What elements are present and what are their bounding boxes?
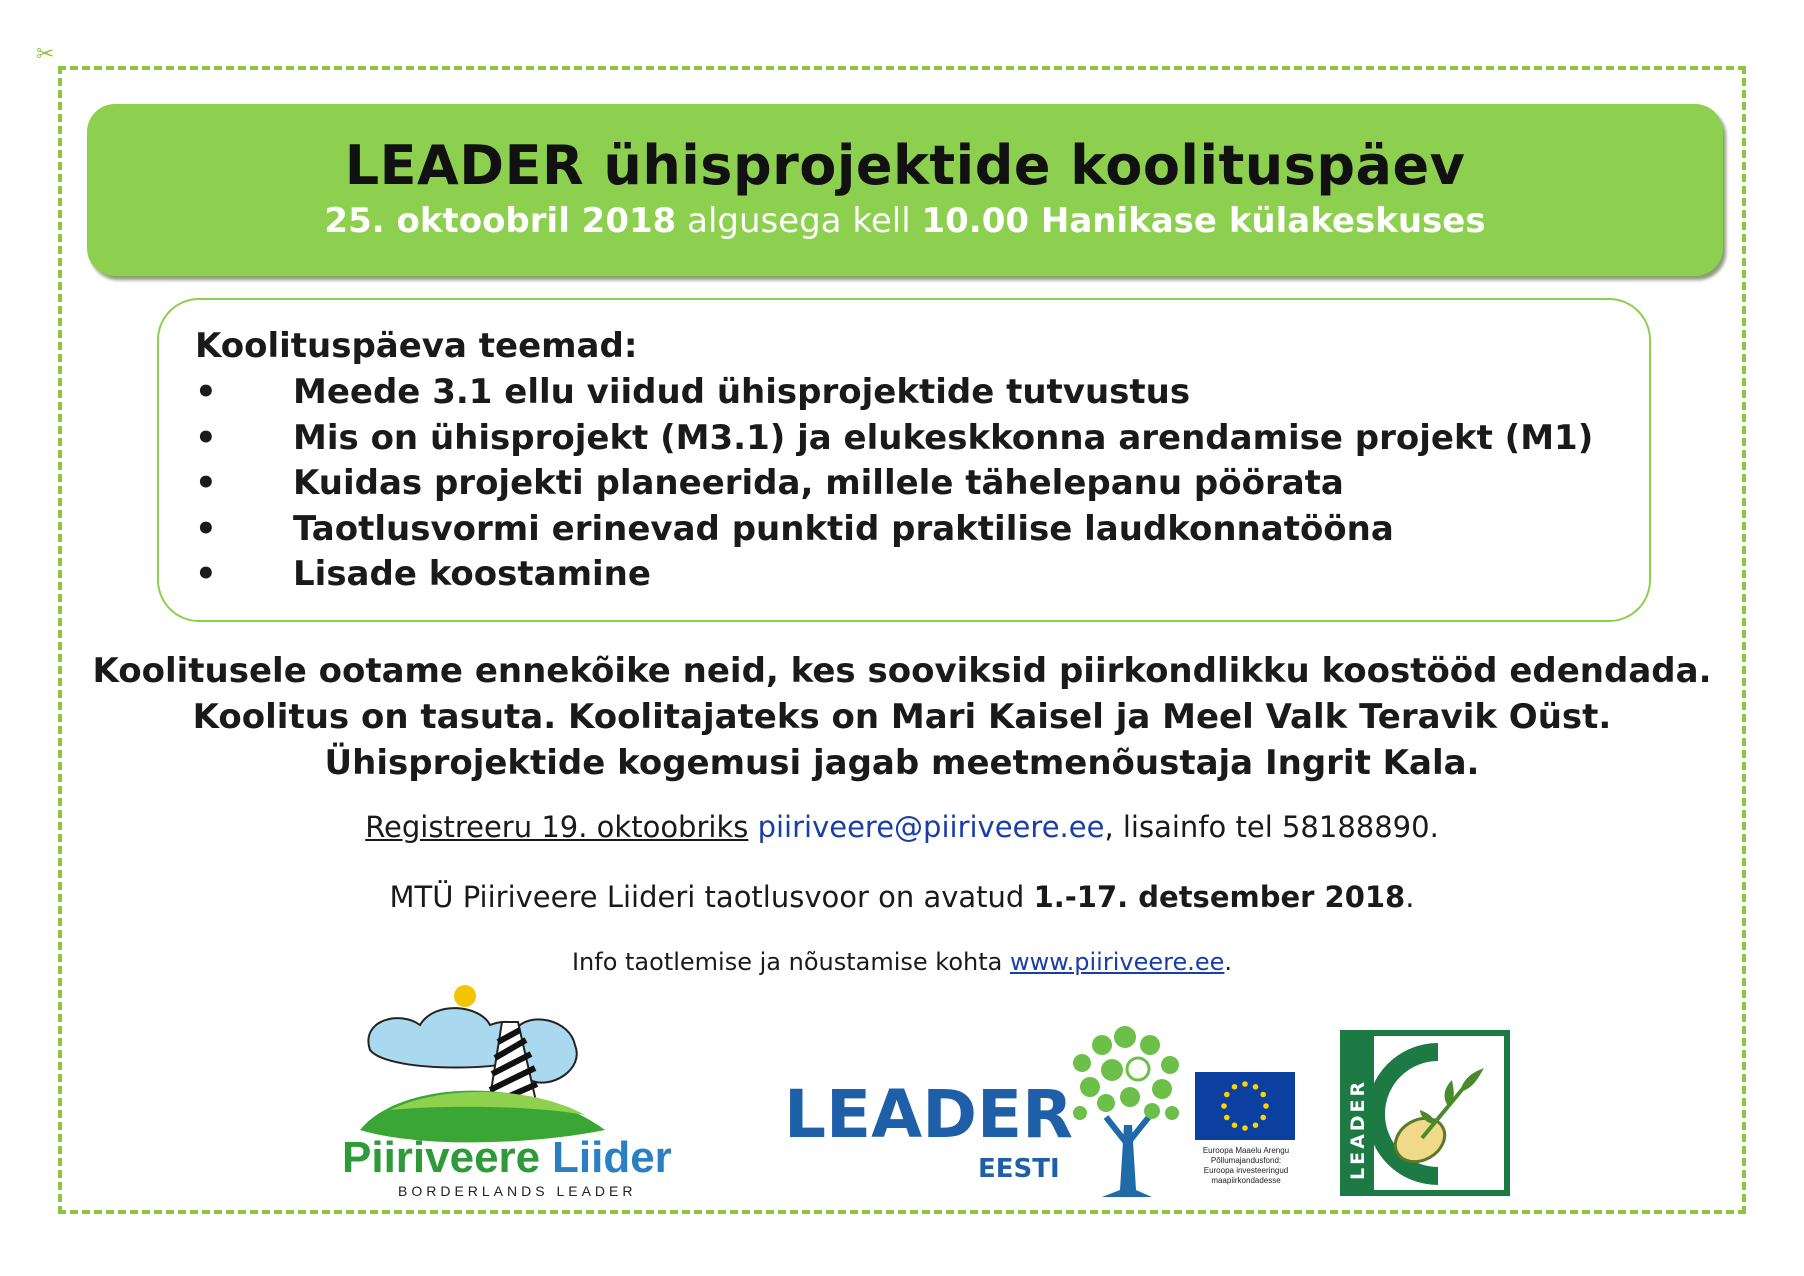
event-time-place: 10.00 Hanikase külakeskuses	[921, 201, 1486, 241]
eu-caption-line: Euroopa Maaelu Arengu	[1202, 1146, 1290, 1155]
logo-tagline: BORDERLANDS LEADER	[398, 1183, 637, 1199]
header-banner	[87, 104, 1723, 276]
leader-wordmark: LEADER	[784, 1076, 1073, 1153]
website-link[interactable]: www.piiriveere.ee	[1009, 948, 1225, 976]
topic-item	[195, 416, 1593, 462]
eesti-wordmark: EESTI	[978, 1154, 1060, 1184]
logo-name-liider: Liider	[552, 1133, 672, 1182]
registration-phone: , lisainfo tel 58188890.	[1104, 810, 1439, 844]
topics-list	[195, 370, 1593, 598]
eu-caption	[1188, 1146, 1304, 1186]
email-link[interactable]: piiriveere@piiriveere.ee	[757, 810, 1105, 844]
info-line	[80, 948, 1724, 976]
bullet-icon: •	[195, 463, 217, 503]
topic-item	[195, 370, 1593, 416]
topic-item	[195, 461, 1593, 507]
leader-vertical-label: LEADER	[1347, 1078, 1369, 1180]
topic-text: Taotlusvormi erinevad punktid praktilise laudkonnatööna	[293, 508, 1394, 549]
eu-caption-line: Euroopa investeeringud	[1203, 1166, 1289, 1175]
bullet-icon: •	[195, 554, 217, 594]
sun-icon	[454, 985, 476, 1007]
registration-deadline: Registreeru 19. oktoobriks	[365, 810, 749, 844]
topic-text: Mis on ühisprojekt (M3.1) ja elukeskkonna arendamise projekt (M1)	[293, 417, 1594, 458]
topic-text: Lisade koostamine	[293, 554, 651, 594]
eu-caption-line: maapiirkondadesse	[1211, 1176, 1281, 1185]
bullet-icon: •	[195, 508, 217, 549]
round-text: MTÜ Piiriveere Liideri taotlusvoor on avatud	[389, 880, 1034, 914]
bullet-icon: •	[195, 417, 217, 458]
info-end: .	[1224, 948, 1233, 976]
event-date: 25. oktoobril 2018	[324, 201, 677, 241]
bullet-icon: •	[195, 372, 217, 412]
main-description	[80, 648, 1724, 786]
eu-caption-line: Põllumajandusfond:	[1210, 1156, 1282, 1165]
eu-flag-icon	[1195, 1072, 1295, 1140]
logo-name-piiriveere: Piiriveere	[342, 1133, 541, 1182]
eu-leader-logo	[1340, 1030, 1510, 1196]
event-subtitle	[87, 201, 1723, 241]
leader-eesti-logo	[780, 1025, 1180, 1200]
topic-item	[195, 552, 1593, 598]
description-line: Koolitusele ootame ennekõike neid, kes sooviksid piirkondlikku koostööd edendada.	[92, 651, 1712, 691]
topic-text: Meede 3.1 ellu viidud ühisprojektide tutvustus	[293, 372, 1191, 412]
registration-line	[80, 810, 1724, 844]
tree-icon	[1073, 1026, 1179, 1197]
subtitle-connector: algusega kell	[676, 201, 922, 241]
description-line: Koolitus on tasuta. Koolitajateks on Mari Kaisel ja Meel Valk Teravik Oüst.	[192, 697, 1612, 737]
scissors-icon: ✂	[36, 42, 55, 67]
round-end: .	[1405, 880, 1415, 914]
topics-box	[157, 298, 1651, 622]
piiriveere-liider-logo	[330, 980, 700, 1200]
topics-heading: Koolituspäeva teemad:	[195, 326, 638, 366]
application-round-line	[80, 880, 1724, 914]
topic-text: Kuidas projekti planeerida, millele tähelepanu pöörata	[293, 463, 1344, 503]
info-text: Info taotlemise ja nõustamise kohta	[571, 948, 1010, 976]
description-line: Ühisprojektide kogemusi jagab meetmenõustaja Ingrit Kala.	[324, 743, 1480, 783]
page-title: LEADER ühisprojektide koolituspäev	[344, 134, 1466, 197]
topic-item	[195, 507, 1593, 553]
round-dates: 1.-17. detsember 2018	[1033, 880, 1406, 914]
